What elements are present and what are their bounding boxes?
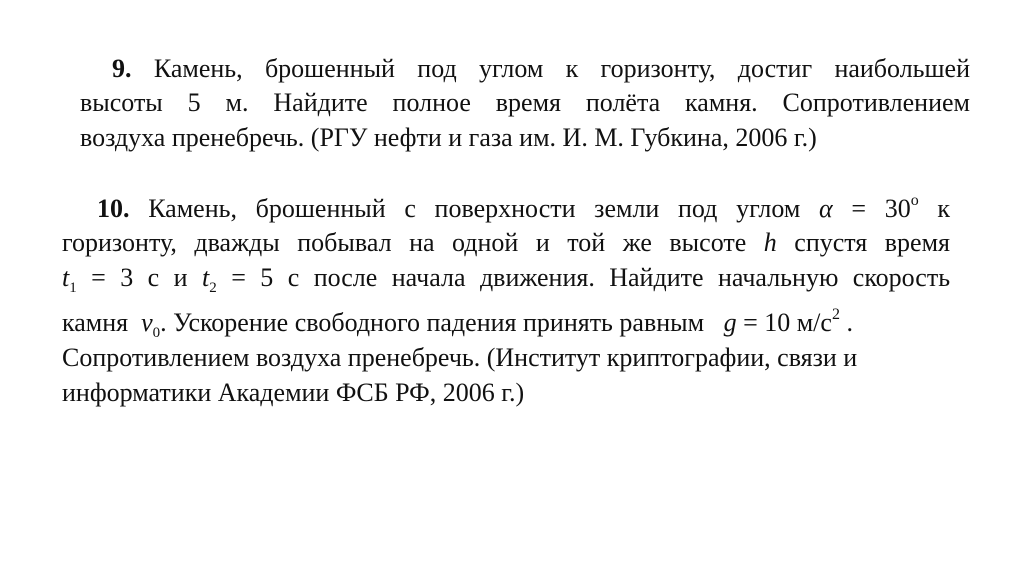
- problem-10-line-2: [62, 228, 950, 258]
- problem-text: информатики Академии ФСБ РФ, 2006 г.): [62, 378, 525, 407]
- time-symbol: t: [202, 263, 210, 292]
- problem-text: высоты: [80, 88, 163, 117]
- problem-text: камня: [62, 308, 129, 337]
- alpha-value: = 30: [832, 194, 911, 223]
- gravity-symbol: g: [723, 308, 737, 337]
- superscript: 2: [831, 306, 840, 323]
- problem-10-line-4: [62, 306, 853, 342]
- problem-text: и: [173, 263, 188, 292]
- problem-10-line-1: [97, 192, 950, 224]
- t2-formula: [202, 263, 300, 296]
- subscript: 1: [69, 280, 77, 296]
- problem-10-line-6: [62, 378, 524, 408]
- subscript: 2: [209, 280, 217, 296]
- problem-9-line-3: [80, 123, 817, 153]
- problem-text: Камень, брошенный с поверхности земли под углом: [148, 194, 801, 223]
- subscript: 0: [152, 325, 161, 341]
- problem-text: .: [839, 308, 853, 337]
- problem-number: 9.: [112, 54, 132, 83]
- problem-text: горизонту, дважды побывал на одной и той же высоте: [62, 228, 747, 257]
- problem-text: воздуха пренебречь. (РГУ нефти и газа им. И. М. Губкина, 2006 г.): [80, 123, 817, 152]
- problem-number: 10.: [97, 194, 130, 223]
- height-value: 5 м: [187, 88, 243, 117]
- angle-formula: [819, 194, 919, 223]
- t1-value: = 3 с: [76, 263, 160, 292]
- t2-value: = 5 с: [216, 263, 300, 292]
- problem-text: Сопротивлением воздуха пренебречь. (Институт криптографии, связи и: [62, 343, 858, 372]
- problem-text: Камень, брошенный под углом к горизонту, достиг наибольшей: [153, 54, 970, 83]
- problem-10-line-5: [62, 343, 857, 373]
- gravity-value: = 10 м/с: [736, 308, 832, 337]
- velocity-symbol: v: [141, 308, 153, 337]
- problem-10-line-3: [62, 263, 950, 297]
- degree-sign: o: [910, 192, 919, 209]
- t1-formula: [62, 263, 160, 296]
- problem-9-line-2: [80, 88, 970, 118]
- problem-text: к: [918, 194, 951, 223]
- alpha-symbol: α: [819, 194, 833, 223]
- problem-text: после начала движения. Найдите начальную скорость: [313, 263, 951, 292]
- time-symbol: t: [62, 263, 70, 292]
- height-symbol: h: [763, 228, 777, 257]
- problem-9-line-1: [112, 54, 970, 84]
- problem-text: спустя время: [794, 228, 950, 257]
- problem-text: . Ускорение свободного падения принять равным: [160, 308, 705, 337]
- problem-text: . Найдите полное время полёта камня. Сопротивлением: [242, 88, 971, 117]
